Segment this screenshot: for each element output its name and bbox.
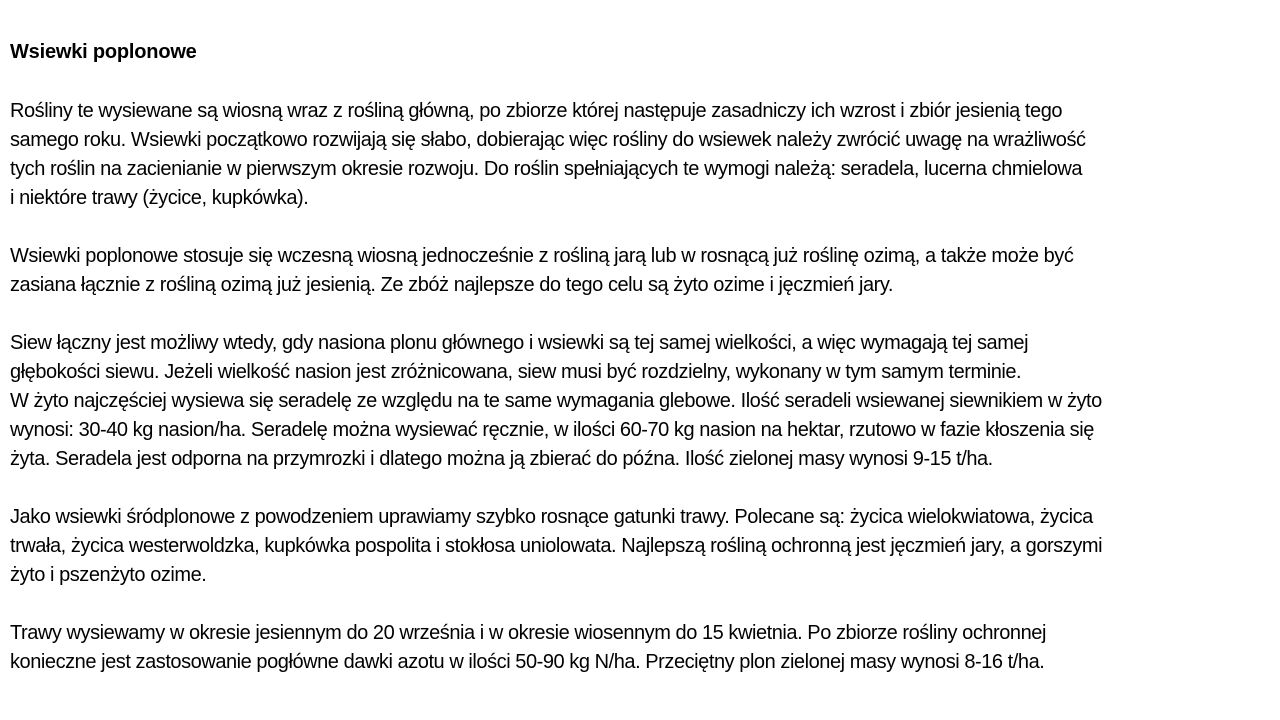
text-line: konieczne jest zastosowanie pogłówne dawki azotu w ilości 50-90 kg N/ha. Przeciętny plon zielonej masy wynosi 8-16 t/ha. bbox=[10, 651, 1045, 673]
text-line: Siew łączny jest możliwy wtedy, gdy nasiona plonu głównego i wsiewki są tej samej wielkości, a więc wymagają tej samej bbox=[10, 332, 1029, 354]
text-line: wynosi: 30-40 kg nasion/ha. Seradelę można wysiewać ręcznie, w ilości 60-70 kg nasion na hektar, rzutowo w fazie kłoszenia się bbox=[10, 419, 1094, 441]
text-line: zasiana łącznie z rośliną ozimą już jesienią. Ze zbóż najlepsze do tego celu są żyto ozime i jęczmień jary. bbox=[10, 274, 894, 296]
paragraph bbox=[10, 619, 1274, 677]
text-line: głębokości siewu. Jeżeli wielkość nasion jest zróżnicowana, siew musi być rozdzielny, wykonany w tym samym terminie. bbox=[10, 361, 1022, 383]
document-body bbox=[10, 97, 1274, 677]
text-line: W żyto najczęściej wysiewa się seradelę ze względu na te same wymagania glebowe. Ilość seradeli wsiewanej siewnikiem w żyto bbox=[10, 390, 1102, 412]
text-line: żyto i pszenżyto ozime. bbox=[10, 564, 207, 586]
document-content bbox=[10, 38, 1274, 706]
page-title: Wsiewki poplonowe bbox=[10, 41, 197, 63]
text-line: Jako wsiewki śródplonowe z powodzeniem uprawiamy szybko rosnące gatunki trawy. Polecane są: życica wielokwiatowa, życica bbox=[10, 506, 1093, 528]
text-line: Trawy wysiewamy w okresie jesiennym do 20 września i w okresie wiosennym do 15 kwietnia. Po zbiorze rośliny ochronnej bbox=[10, 622, 1046, 644]
text-line: Rośliny te wysiewane są wiosną wraz z rośliną główną, po zbiorze której następuje zasadniczy ich wzrost i zbiór jesienią tego bbox=[10, 100, 1063, 122]
paragraph bbox=[10, 242, 1274, 300]
paragraph bbox=[10, 97, 1274, 213]
text-line: Wsiewki poplonowe stosuje się wczesną wiosną jednocześnie z rośliną jarą lub w rosnącą już roślinę ozimą, a także może być bbox=[10, 245, 1074, 267]
text-line: żyta. Seradela jest odporna na przymrozki i dlatego można ją zbierać do późna. Ilość zielonej masy wynosi 9-15 t/ha. bbox=[10, 448, 993, 470]
text-line: samego roku. Wsiewki początkowo rozwijają się słabo, dobierając więc rośliny do wsiewek należy zwrócić uwagę na wrażliwość bbox=[10, 129, 1086, 151]
text-line: tych roślin na zacienianie w pierwszym okresie rozwoju. Do roślin spełniających te wymogi należą: seradela, lucerna chmielowa bbox=[10, 158, 1083, 180]
paragraph bbox=[10, 329, 1274, 474]
paragraph bbox=[10, 503, 1274, 590]
text-line: i niektóre trawy (życice, kupkówka). bbox=[10, 187, 309, 209]
text-line: trwała, życica westerwoldzka, kupkówka pospolita i stokłosa uniolowata. Najlepszą rośliną ochronną jest jęczmień jary, a gorszymi bbox=[10, 535, 1103, 557]
